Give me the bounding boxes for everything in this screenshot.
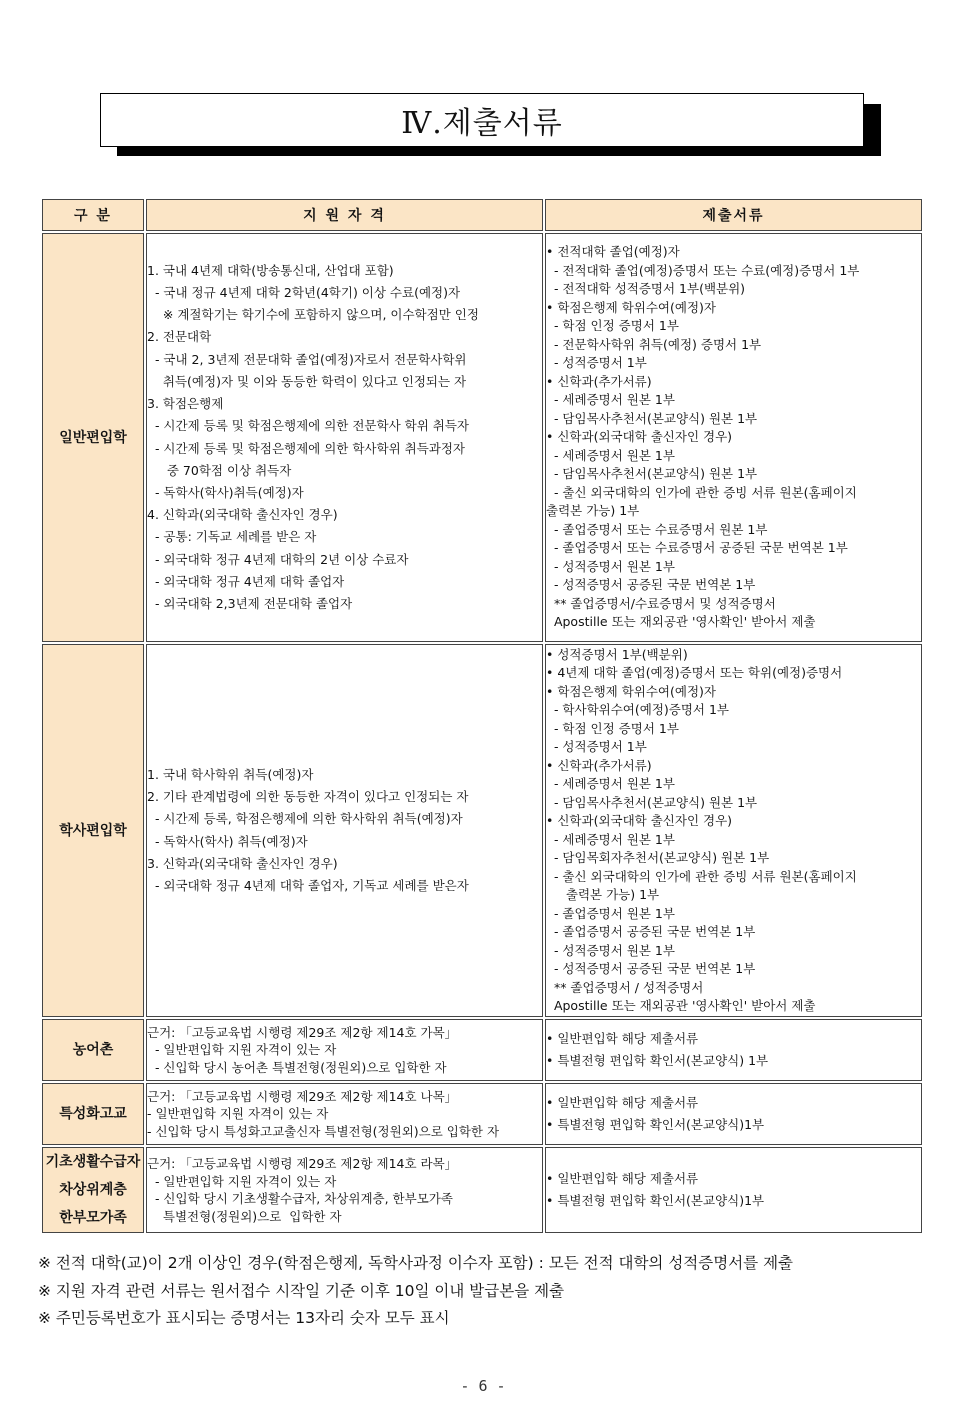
document-line: • 신학과(추가서류) [546,373,652,389]
document-line: - 졸업증명서 원본 1부 [546,905,675,921]
footnote-line: ※ 전적 대학(교)이 2개 이상인 경우(학점은행제, 독학사과정 이수자 포함) : 모든 전적 대학의 성적증명서를 제출 [38,1254,794,1272]
document-line: • 특별전형 편입학 확인서(본교양식) 1부 [546,1053,769,1068]
table-row [42,233,922,642]
document-line: - 담임목사추천서(본교양식) 원본 1부 [546,410,758,426]
category-cell [42,1019,144,1081]
table-row [42,1147,922,1233]
qualification-line: - 국내 2, 3년제 전문대학 졸업(예정)자로서 전문학사학위 [147,351,467,367]
qualification-line: 4. 신학과(외국대학 출신자인 경우) [147,507,338,523]
qualification-cell [146,233,543,642]
document-line: • 학점은행제 학위수여(예정)자 [546,683,716,699]
qualification-line: - 국내 정규 4년제 대학 2학년(4학기) 이상 수료(예정)자 [147,285,461,301]
documents-cell [545,233,922,642]
qualification-line: - 시간제 등록 및 학점은행제에 의한 전문학사 학위 취득자 [147,418,469,434]
qualification-line: - 외국대학 정규 4년제 대학 졸업자, 기독교 세례를 받은자 [147,877,469,893]
document-line: • 4년제 대학 졸업(예정)증명서 또는 학위(예정)증명서 [546,665,843,680]
qualification-cell [146,1019,543,1081]
category-label: 기초생활수급자 [45,1154,141,1170]
qualification-line: - 일반편입학 지원 자격이 있는 자 [147,1106,329,1122]
qualification-line: 3. 학점은행제 [147,396,224,412]
footnote-line: ※ 지원 자격 관련 서류는 원서접수 시작일 기준 이후 10일 이내 발급본을 제출 [38,1281,565,1300]
category-label: 특성화고교 [59,1106,127,1122]
qualification-line: 1. 국내 학사학위 취득(예정)자 [147,766,314,782]
document-line: • 학점은행제 학위수여(예정)자 [546,299,716,315]
category-label: 차상위계층 [59,1182,127,1198]
documents-cell [545,1019,922,1081]
document-line: • 특별전형 편입학 확인서(본교양식)1부 [546,1117,765,1132]
document-line: - 세례증명서 원본 1부 [546,392,675,408]
qualification-line: - 신입학 당시 특성화고교출신자 특별전형(정원외)으로 입학한 자 [147,1123,500,1139]
document-line: • 전적대학 졸업(예정)자 [546,244,680,260]
category-cell [42,233,144,642]
document-line: - 성적증명서 1부 [546,739,647,754]
document-line: • 신학과(외국대학 출신자인 경우) [546,429,733,445]
footnote-line: ※ 주민등록번호가 표시되는 증명서는 13자리 숫자 모두 표시 [38,1309,450,1327]
document-line: - 담임목사추천서(본교양식) 원본 1부 [546,466,758,482]
document-line: - 전적대학 졸업(예정)증명서 또는 수료(예정)증명서 1부 [546,262,860,278]
document-line: - 성적증명서 원본 1부 [546,942,675,958]
document-line: - 학점 인정 증명서 1부 [546,318,679,334]
document-line: - 성적증명서 1부 [546,355,647,371]
category-label: 일반편입학 [59,429,127,446]
qualification-line: 1. 국내 4년제 대학(방송통신대, 산업대 포함) [147,262,394,278]
category-label: 학사편입학 [59,822,127,839]
category-cell [42,644,144,1017]
document-line: - 학사학위수여(예정)증명서 1부 [546,702,730,717]
header-documents: 제출서류 [545,199,922,231]
qualification-cell [146,1147,543,1233]
document-line: Apostille 또는 재외공관 '영사확인' 받아서 제출 [546,998,816,1013]
document-line: - 전문학사학위 취득(예정) 증명서 1부 [546,336,762,352]
qualification-line: 2. 전문대학 [147,329,212,345]
document-line: ** 졸업증명서/수료증명서 및 성적증명서 [546,595,776,611]
document-line: - 세례증명서 원본 1부 [546,831,675,847]
category-cell [42,1147,144,1233]
document-line: - 성적증명서 공증된 국문 번역본 1부 [546,577,756,593]
qualification-line: - 시간제 등록, 학점은행제에 의한 학사학위 취득(예정)자 [147,811,463,827]
table-header-row [42,199,922,231]
document-line: 출력본 가능) 1부 [546,887,660,902]
document-line: • 일반편입학 해당 제출서류 [546,1031,699,1046]
document-line: - 담임목회자추천서(본교양식) 원본 1부 [546,850,770,865]
document-line: - 세례증명서 원본 1부 [546,447,675,463]
qualification-line: - 시간제 등록 및 학점은행제에 의한 학사학위 취득과정자 [147,440,465,456]
header-category: 구 분 [42,199,144,231]
qualification-line: - 신입학 당시 기초생활수급자, 차상위계층, 한부모가족 [147,1191,453,1206]
qualification-line: - 외국대학 정규 4년제 대학의 2년 이상 수료자 [147,551,409,567]
document-line: • 일반편입학 해당 제출서류 [546,1171,699,1186]
qualification-line: - 일반편입학 지원 자격이 있는 자 [147,1042,337,1058]
documents-cell [545,644,922,1017]
document-line: - 졸업증명서 또는 수료증명서 공증된 국문 번역본 1부 [546,540,848,556]
table-row [42,1083,922,1145]
qualification-line: - 외국대학 정규 4년제 대학 졸업자 [147,573,345,589]
qualification-line: 근거: 「고등교육법 시행령 제29조 제2항 제14호 가목」 [147,1024,458,1040]
document-line: • 신학과(외국대학 출신자인 경우) [546,813,733,828]
submission-documents-table [40,197,924,1235]
document-line: • 일반편입학 해당 제출서류 [546,1095,699,1110]
qualification-line: ※ 계절학기는 학기수에 포함하지 않으며, 이수학점만 인정 [147,307,479,323]
qualification-line: - 독학사(학사) 취득(예정)자 [147,833,308,849]
category-label: 한부모가족 [59,1210,127,1226]
document-line: - 전적대학 성적증명서 1부(백분위) [546,281,746,297]
document-line: - 졸업증명서 공증된 국문 번역본 1부 [546,924,756,939]
document-line: ** 졸업증명서 / 성적증명서 [546,979,704,995]
document-line: Apostille 또는 재외공관 '영사확인' 받아서 제출 [546,614,816,630]
header-qualification: 지 원 자 격 [146,199,543,231]
document-line: • 특별전형 편입학 확인서(본교양식)1부 [546,1193,765,1208]
qualification-line: 2. 기타 관계법령에 의한 동등한 자격이 있다고 인정되는 자 [147,789,469,805]
qualification-line: 근거: 「고등교육법 시행령 제29조 제2항 제14호 라목」 [147,1156,458,1171]
document-line: - 졸업증명서 또는 수료증명서 원본 1부 [546,521,768,537]
qualification-line: 중 70학점 이상 취득자 [147,462,292,478]
qualification-cell [146,1083,543,1145]
category-label: 농어촌 [72,1042,114,1058]
page-number: - 6 - [460,1377,506,1395]
document-line: - 성적증명서 원본 1부 [546,558,675,574]
qualification-line: - 외국대학 2,3년제 전문대학 졸업자 [147,595,353,611]
documents-cell [545,1147,922,1233]
document-line: - 성적증명서 공증된 국문 번역본 1부 [546,961,756,976]
document-line: - 세례증명서 원본 1부 [546,776,675,791]
table-row [42,644,922,1017]
qualification-line: 특별전형(정원외)으로 입학한 자 [147,1208,342,1224]
qualification-line: 취득(예정)자 및 이와 동등한 학력이 있다고 인정되는 자 [147,373,467,389]
document-line: - 담임목사추천서(본교양식) 원본 1부 [546,794,758,810]
section-title: Ⅳ.제출서류 [401,106,563,141]
section-title-box [100,93,864,147]
document-line: - 출신 외국대학의 인가에 관한 증빙 서류 원본(홈페이지 [546,868,857,884]
qualification-line: 근거: 「고등교육법 시행령 제29조 제2항 제14호 나목」 [147,1088,458,1104]
document-line: 출력본 가능) 1부 [546,503,640,519]
qualification-line: 3. 신학과(외국대학 출신자인 경우) [147,855,338,871]
qualification-cell [146,644,543,1017]
qualification-line: - 독학사(학사)취득(예정)자 [147,484,304,500]
document-line: - 학점 인정 증명서 1부 [546,720,679,736]
document-line: - 출신 외국대학의 인가에 관한 증빙 서류 원본(홈페이지 [546,484,857,500]
document-line: • 신학과(추가서류) [546,757,652,773]
qualification-line: - 일반편입학 지원 자격이 있는 자 [147,1173,337,1189]
qualification-line: - 신입학 당시 농어촌 특별전형(정원외)으로 입학한 자 [147,1059,447,1075]
footnotes [38,1250,793,1333]
category-cell [42,1083,144,1145]
table-row [42,1019,922,1081]
document-line: • 성적증명서 1부(백분위) [546,646,688,662]
qualification-line: - 공통: 기독교 세례를 받은 자 [147,529,317,545]
documents-cell [545,1083,922,1145]
